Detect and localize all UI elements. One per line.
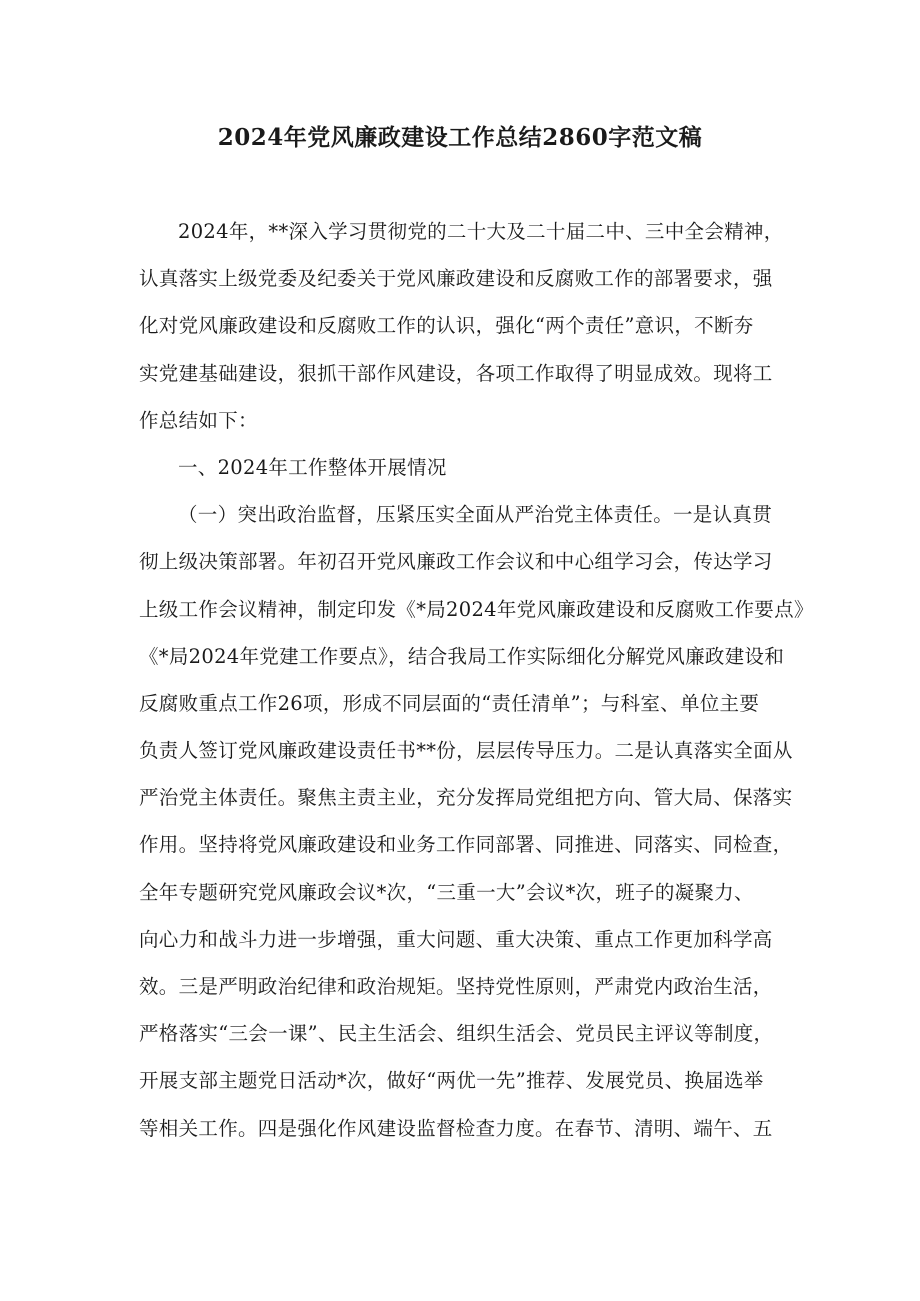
paragraph-line: 严治党主体责任。聚焦主责主业，充分发挥局党组把方向、管大局、保落实 <box>139 786 793 810</box>
paragraph-line: 全年专题研究党风廉政会议*次，“三重一大”会议*次，班子的凝聚力、 <box>139 880 754 904</box>
paragraph-line: 反腐败重点工作26项，形成不同层面的“责任清单”；与科室、单位主要 <box>139 691 760 715</box>
paragraph-line: 严格落实“三会一课”、民主生活会、组织生活会、党员民主评议等制度， <box>139 1022 774 1046</box>
paragraph-line: 实党建基础建设，狠抓干部作风建设，各项工作取得了明显成效。现将工 <box>139 361 773 385</box>
paragraph-line: 作用。坚持将党风廉政建设和业务工作同部署、同推进、同落实、同检查， <box>139 833 793 857</box>
paragraph-line: 认真落实上级党委及纪委关于党风廉政建设和反腐败工作的部署要求，强 <box>139 267 773 291</box>
paragraph-line: 2024年，**深入学习贯彻党的二十大及二十届二中、三中全会精神， <box>178 220 784 243</box>
document-body <box>139 212 814 1156</box>
document-title: 2024年党风廉政建设工作总结2860字范文稿 <box>217 124 703 151</box>
paragraph-line: 效。三是严明政治纪律和政治规矩。坚持党性原则，严肃党内政治生活， <box>139 975 773 998</box>
paragraph-line: （一）突出政治监督，压紧压实全面从严治党主体责任。一是认真贯 <box>178 503 773 527</box>
paragraph-line: 负责人签订党风廉政建设责任书**份，层层传导压力。二是认真落实全面从 <box>139 739 793 763</box>
paragraph-line: 向心力和战斗力进一步增强，重大问题、重大决策、重点工作更加科学高 <box>139 927 773 951</box>
paragraph-line: 化对党风廉政建设和反腐败工作的认识，强化“两个责任”意识，不断夯 <box>139 314 754 338</box>
paragraph-line: 作总结如下： <box>139 408 258 432</box>
paragraph-line: 开展支部主题党日活动*次，做好“两优一先”推荐、发展党员、换届选举 <box>139 1069 764 1093</box>
paragraph-line: 等相关工作。四是强化作风建设监督检查力度。在春节、清明、端午、五 <box>139 1116 773 1140</box>
paragraph-line: 上级工作会议精神，制定印发《*局2024年党风廉政建设和反腐败工作要点》 <box>139 597 814 621</box>
paragraph-line: 《*局2024年党建工作要点》，结合我局工作实际细化分解党风廉政建设和 <box>139 644 785 668</box>
section-heading: 一、2024年工作整体开展情况 <box>178 455 447 479</box>
paragraph-line: 彻上级决策部署。年初召开党风廉政工作会议和中心组学习会，传达学习 <box>139 550 773 574</box>
